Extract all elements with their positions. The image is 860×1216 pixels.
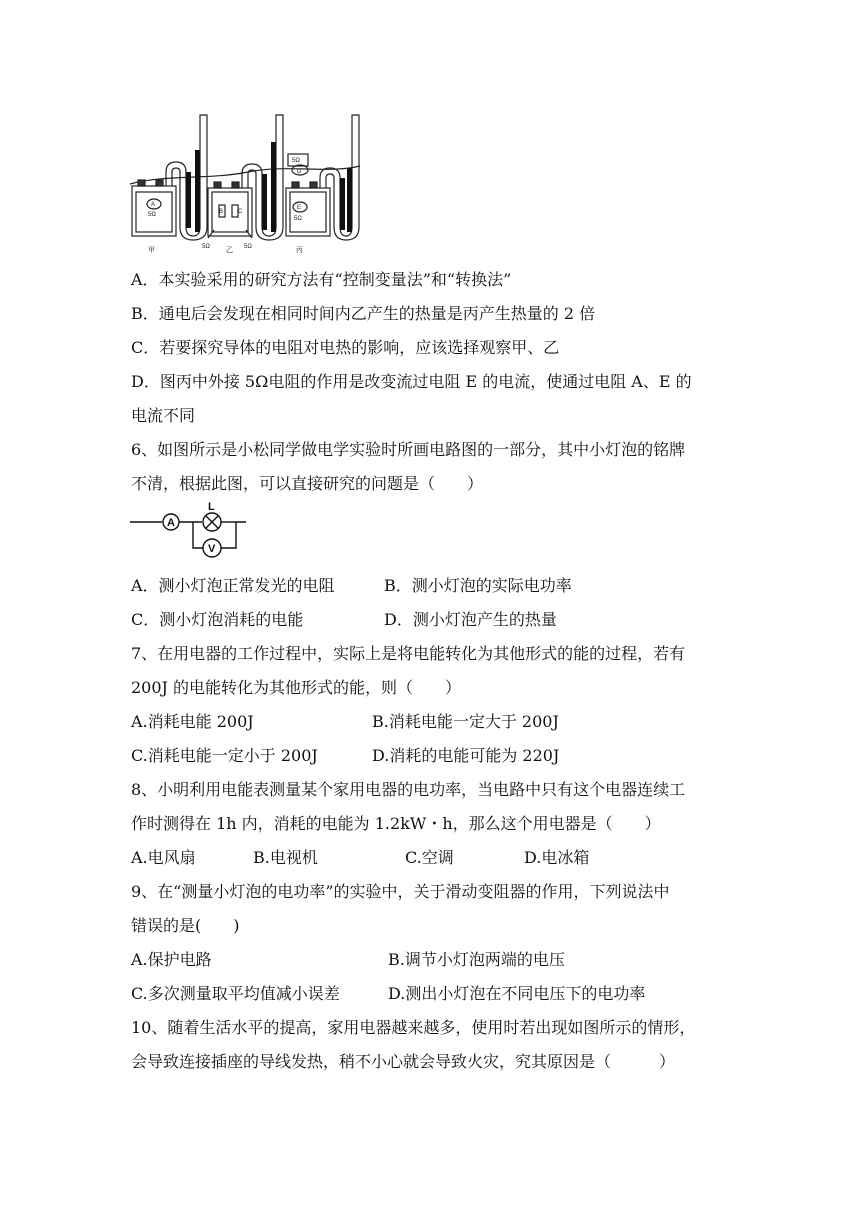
q6-option-a: A．测小灯泡正常发光的电阻 <box>131 576 335 595</box>
label-jia: 甲 <box>148 247 155 254</box>
q7-option-b: B.消耗电能一定大于 200J <box>372 712 559 731</box>
q9-option-c: C.多次测量取平均值减小误差 <box>131 984 340 1003</box>
q6-option-c: C．测小灯泡消耗的电能 <box>131 610 304 629</box>
q8-stem-line2: 作时测得在 1h 内，消耗的电能为 1.2kW・h，那么这个用电器是（ ） <box>131 814 661 833</box>
q9-stem-line2: 错误的是( ) <box>131 916 240 935</box>
resistor-e-value: 5Ω <box>294 216 302 222</box>
q10-stem-line1: 10、随着生活水平的提高，家用电器越来越多，使用时若出现如图所示的情形， <box>131 1018 696 1037</box>
q8-option-a: A.电风扇 <box>131 848 196 867</box>
q7-option-d: D.消耗的电能可能为 220J <box>372 746 560 765</box>
q10-stem-line2: 会导致连接插座的导线发热，稍不小心就会导致火灾，究其原因是（ ） <box>131 1052 676 1071</box>
label-yi: 乙 <box>226 247 233 254</box>
resistor-e-label: E <box>297 205 302 211</box>
q7-option-a: A.消耗电能 200J <box>131 712 254 731</box>
q6-option-b: B．测小灯泡的实际电功率 <box>384 576 572 595</box>
q9-option-d: D.测出小灯泡在不同电压下的电功率 <box>388 984 646 1003</box>
resistor-bc-left-value: 5Ω <box>202 244 210 250</box>
ammeter-label: A <box>167 517 175 529</box>
resistor-a-value: 5Ω <box>148 212 156 218</box>
q8-option-d: D.电冰箱 <box>524 848 590 867</box>
q6-option-d: D．测小灯泡产生的热量 <box>384 610 557 629</box>
q6-stem-line1: 6、如图所示是小松同学做电学实验时所画电路图的一部分，其中小灯泡的铭牌 <box>131 440 686 459</box>
resistor-c-label: C <box>238 209 243 215</box>
q6-stem-line2: 不清，根据此图，可以直接研究的问题是（ ） <box>131 474 484 493</box>
q8-option-b: B.电视机 <box>253 848 318 867</box>
q5-option-c: C．若要探究导体的电阻对电热的影响，应该选择观察甲、乙 <box>131 338 560 357</box>
q9-option-a: A.保护电路 <box>131 950 212 969</box>
lamp-label: L <box>208 501 215 513</box>
q7-stem-line1: 7、在用电器的工作过程中，实际上是将电能转化为其他形式的能的过程，若有 <box>131 644 686 663</box>
q5-option-d-line1: D．图丙中外接 5Ω电阻的作用是改变流过电阻 E 的电流，使通过电阻 A、E 的 <box>131 372 692 391</box>
resistor-b-label: B <box>219 209 224 215</box>
voltmeter-label: V <box>208 543 216 555</box>
resistor-a-label: A <box>151 202 156 208</box>
q6-circuit-diagram <box>128 500 250 562</box>
q5-option-a: A．本实验采用的研究方法有“控制变量法”和“转换法” <box>131 270 512 289</box>
q8-option-c: C.空调 <box>405 848 454 867</box>
q9-stem-line1: 9、在“测量小灯泡的电功率”的实验中，关于滑动变阻器的作用，下列说法中 <box>131 882 670 901</box>
q7-stem-line2: 200J 的电能转化为其他形式的能，则（ ） <box>131 678 462 697</box>
q5-option-d-line2: 电流不同 <box>131 406 196 425</box>
q5-option-b: B．通电后会发现在相同时间内乙产生的热量是丙产生热量的 2 倍 <box>131 304 596 323</box>
resistor-d-value: 5Ω <box>292 158 300 164</box>
resistor-bc-right-value: 5Ω <box>244 244 252 250</box>
q9-option-b: B.调节小灯泡两端的电压 <box>388 950 565 969</box>
q7-option-c: C.消耗电能一定小于 200J <box>131 746 318 765</box>
joule-heating-apparatus-figure <box>128 112 363 254</box>
label-bing: 丙 <box>296 247 303 254</box>
resistor-d-label: D <box>297 169 302 175</box>
q8-stem-line1: 8、小明利用电能表测量某个家用电器的电功率，当电路中只有这个电器连续工 <box>131 780 686 799</box>
